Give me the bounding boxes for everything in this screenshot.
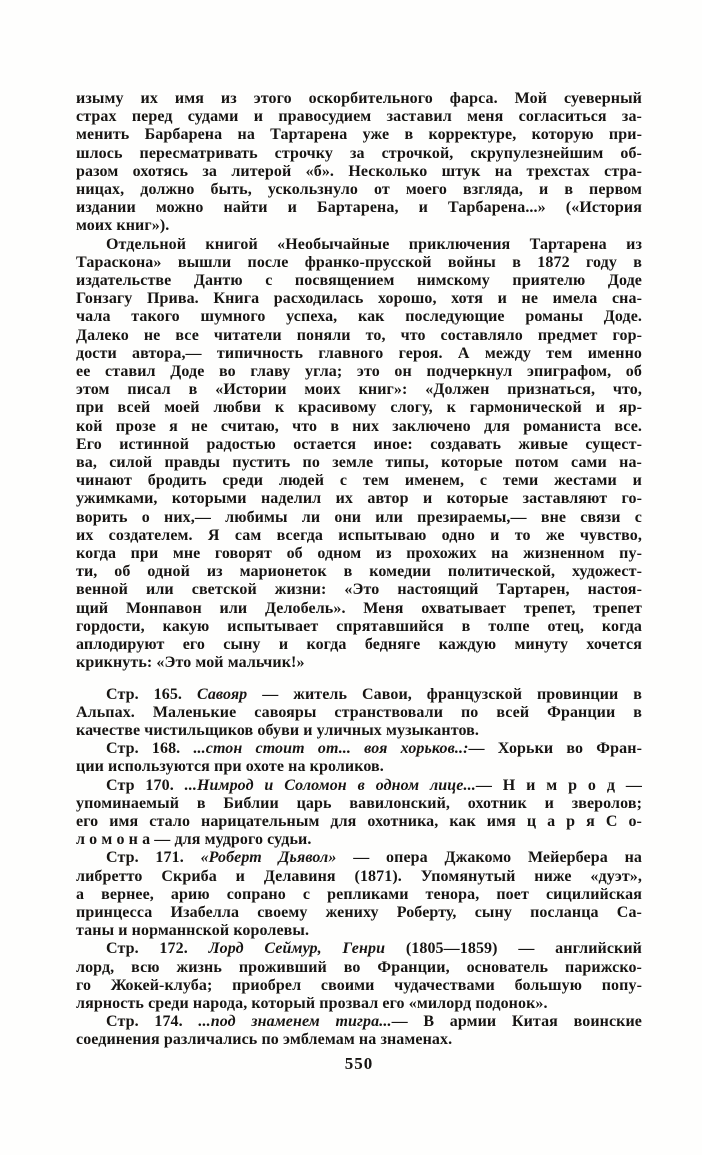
text-run: чинают бродить среди людей с тем именем, с теми жестами и: [76, 472, 642, 490]
italic-run: Савояр: [196, 685, 248, 703]
text-run: лярность среди народа, который прозвал его «милорд подонок».: [76, 994, 548, 1012]
text-run: щий Монпавон или Делобель». Меня охватывает трепет, трепет: [76, 599, 642, 617]
text-run: ворить о них,— любимы ли они или презираемы,— вне связи с: [76, 508, 642, 526]
text-run: аплодируют его сыну и когда бедняге каждую минуту хочется: [76, 636, 642, 654]
text-line: [76, 922, 642, 940]
text-line: [76, 527, 642, 545]
text-run: крикнуть: «Это мой мальчик!»: [76, 654, 305, 672]
text-line: [76, 90, 642, 108]
paragraph: [76, 1013, 642, 1049]
text-line: [76, 886, 642, 904]
text-run: го Жокей-клуба; приобрел своими чудачествами большую попу-: [76, 976, 642, 994]
text-run: ти, об одной из марионеток в комедии политической, художест-: [76, 563, 642, 581]
text-run: — Н и м р о д —: [475, 776, 642, 794]
text-run: лорд, всю жизнь проживший во Франции, основатель парижско-: [76, 958, 642, 976]
text-line: [76, 217, 642, 235]
text-run: издании можно найти и Бартарена, и Тарбарена...» («История: [76, 199, 642, 217]
text-line: [76, 977, 642, 995]
text-run: Альпах. Маленькие савояры странствовали по всей Франции в: [76, 703, 642, 721]
text-line: [76, 472, 642, 490]
text-run: дости автора,— типичность главного героя. А между тем именно: [76, 344, 642, 362]
text-run: Стр 170.: [106, 776, 185, 794]
text-line: [76, 163, 642, 181]
text-run: этом писал в «Истории моих книг»: «Должен признаться, что,: [76, 381, 642, 399]
text-run: (1805—1859) — английский: [385, 940, 642, 958]
text-run: моих книг»).: [76, 217, 170, 235]
text-run: таны и норманнской королевы.: [76, 922, 310, 940]
text-run: менить Барбарена на Тартарена уже в корректуре, которую при-: [76, 126, 642, 144]
text-line: [76, 1013, 642, 1031]
text-line: [76, 795, 642, 813]
italic-run: ...стон стоит от... воя хорьков..:: [193, 740, 469, 758]
text-run: шлось пересматривать строчку за строчкой, скрупулезнейшим об-: [76, 144, 642, 162]
text-run: упоминаемый в Библии царь вавилонский, охотник и зверолов;: [76, 794, 642, 812]
text-run: Стр. 174.: [106, 1013, 199, 1031]
text-run: Гонзагу Прива. Книга расходилась хорошо, хотя и не имела сна-: [76, 290, 642, 308]
text-line: [76, 454, 642, 472]
text-run: Стр. 168.: [106, 740, 194, 758]
text-run: его имя стало нарицательным для охотника, как имя ц а р я С о-: [76, 812, 642, 830]
text-run: Стр. 172.: [106, 940, 209, 958]
text-line: [76, 831, 642, 849]
text-run: Его истинной радостью остается иное: создавать живые сущест-: [76, 435, 642, 453]
text-line: [76, 327, 642, 345]
text-run: либретто Скриба и Делавиня (1871). Упомянутый ниже «дуэт»,: [76, 867, 642, 885]
text-line: [76, 181, 642, 199]
text-line: [76, 813, 642, 831]
text-run: Отдельной книгой «Необычайные приключения Тартарена из: [106, 235, 642, 253]
text-run: качестве чистильщиков обуви и уличных музыкантов.: [76, 721, 480, 739]
text-run: их создателем. Я сам всегда испытываю одно и то же чувство,: [76, 526, 642, 544]
text-line: [76, 563, 642, 581]
text-run: — житель Савои, французской провинции в: [247, 685, 642, 703]
text-line: [76, 654, 642, 672]
text-line: [76, 618, 642, 636]
text-line: [76, 145, 642, 163]
paragraph: [76, 740, 642, 776]
text-line: [76, 849, 642, 867]
text-run: Стр. 165.: [106, 685, 197, 703]
text-run: ужимками, которыми наделил их автор и которые заставляют го-: [76, 490, 642, 508]
text-line: [76, 108, 642, 126]
text-line: [76, 686, 642, 704]
paragraph: [76, 236, 642, 673]
paragraph: [76, 849, 642, 940]
text-line: [76, 363, 642, 381]
text-line: [76, 722, 642, 740]
text-run: кой прозе я не считаю, что в них заключено для романиста все.: [76, 417, 642, 435]
text-run: страх перед судами и правосудием заставил меня согласиться за-: [76, 108, 642, 126]
text-run: ницах, должно быть, ускользнуло от моего взгляда, и в первом: [76, 181, 642, 199]
italic-run: ...Нимрод и Соломон в одном лице...: [184, 776, 476, 794]
page-number: 550: [344, 1053, 374, 1073]
text-run: а вернее, арию сопрано с репликами тенора, поет сицилийская: [76, 885, 642, 903]
text-line: [76, 254, 642, 272]
text-run: — Хорьки во Фран-: [468, 740, 642, 758]
text-line: [76, 995, 642, 1013]
paragraph: [76, 90, 642, 236]
text-run: ции используются при охоте на кроликов.: [76, 758, 384, 776]
text-line: [76, 777, 642, 795]
text-run: чала такого шумного успеха, как последующие романы Доде.: [76, 308, 642, 326]
text-line: [76, 740, 642, 758]
text-run: Тараскона» вышли после франко-прусской войны в 1872 году в: [76, 253, 642, 271]
text-run: разом охотясь за литерой «б». Несколько штук на трехстах стра-: [76, 162, 642, 180]
text-run: гордости, какую испытывает спрятавшийся в толпе отец, когда: [76, 617, 642, 635]
text-run: при всей моей любви к красивому слогу, к гармонической и яр-: [76, 399, 642, 417]
text-line: [76, 600, 642, 618]
text-run: изыму их имя из этого оскорбительного фарса. Мой суеверный: [76, 90, 642, 107]
text-line: [76, 381, 642, 399]
main-text-block: [76, 90, 642, 673]
text-line: [76, 758, 642, 776]
text-line: [76, 418, 642, 436]
text-run: издательстве Дантю с посвящением нимскому приятелю Доде: [76, 272, 642, 290]
text-line: [76, 904, 642, 922]
text-run: л о м о н а — для мудрого судьи.: [76, 831, 312, 849]
text-line: [76, 636, 642, 654]
text-line: [76, 509, 642, 527]
paragraph: [76, 940, 642, 1013]
text-run: Стр. 171.: [106, 849, 201, 867]
text-line: [76, 290, 642, 308]
text-run: ва, силой правды пустить по земле типы, которые потом сами на-: [76, 454, 642, 472]
text-line: [76, 436, 642, 454]
text-line: [76, 199, 642, 217]
section-gap: [76, 673, 642, 686]
text-line: [76, 490, 642, 508]
text-line: [76, 581, 642, 599]
notes-section: [76, 686, 642, 1050]
text-line: [76, 545, 642, 563]
italic-run: ...под знаменем тигра...: [198, 1013, 392, 1031]
text-run: — опера Джакомо Мейербера на: [336, 849, 642, 867]
text-column: [76, 90, 642, 1073]
text-run: Далеко не все читатели поняли то, что составляло предмет гор-: [76, 326, 642, 344]
text-line: [76, 959, 642, 977]
text-line: [76, 1031, 642, 1049]
text-run: ее ставил Доде во главу угла; это он подчеркнул эпиграфом, об: [76, 363, 642, 381]
text-line: [76, 704, 642, 722]
text-line: [76, 126, 642, 144]
text-line: [76, 236, 642, 254]
text-line: [76, 940, 642, 958]
text-line: [76, 272, 642, 290]
text-run: принцесса Изабелла своему жениху Роберту, сыну посланца Са-: [76, 903, 642, 921]
text-line: [76, 868, 642, 886]
text-line: [76, 399, 642, 417]
italic-run: Лорд Сеймур, Генри: [208, 940, 386, 958]
paragraph: [76, 686, 642, 741]
text-run: соединения различались по эмблемам на знаменах.: [76, 1031, 453, 1049]
text-line: [76, 345, 642, 363]
text-line: [76, 308, 642, 326]
text-run: — В армии Китая воинские: [391, 1013, 643, 1031]
text-run: венной или светской жизни: «Это настоящий Тартарен, настоя-: [76, 581, 642, 599]
paragraph: [76, 777, 642, 850]
text-run: когда при мне говорят об одном из прохожих на жизненном пу-: [76, 545, 642, 563]
italic-run: «Роберт Дьявол»: [200, 849, 337, 867]
